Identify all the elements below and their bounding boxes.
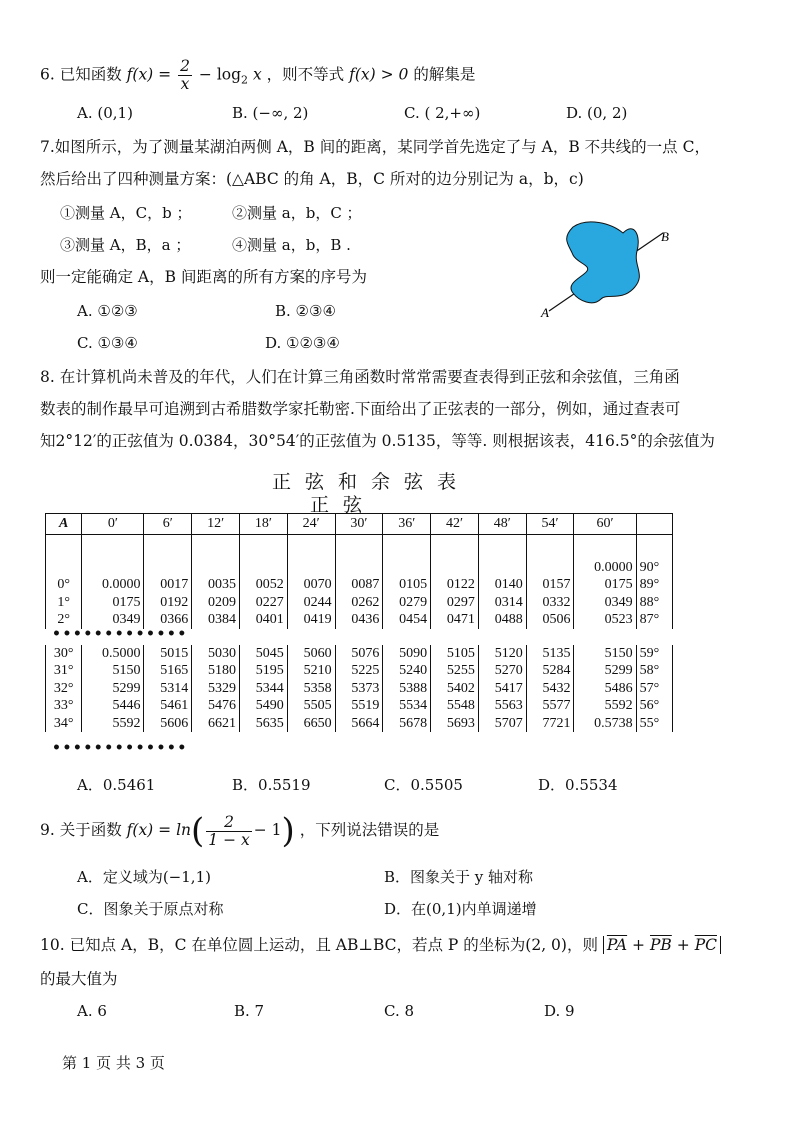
table-header-cell: 12′: [192, 514, 240, 535]
table-header-cell: 48′: [478, 514, 526, 535]
table-cell: 0.0000 0175 0349: [82, 535, 144, 629]
q6-fraction: $\frac{2}{x}$: [180, 57, 190, 93]
table-cell: 5076 5225 5373 5519 5664: [335, 645, 383, 733]
table-header-cell: 60′: [574, 514, 636, 535]
table-header-cell: 6′: [144, 514, 192, 535]
table-header-cell: 36′: [383, 514, 431, 535]
page-footer: 第 1 页 共 3 页: [62, 1054, 165, 1072]
q10-line1: 10. 已知点 A，B，C 在单位圆上运动，且 AB⊥BC，若点 P 的坐标为(2, 0)，则 $\overline{PA} + \overline{PB} + \overline{PC}$: [40, 934, 721, 956]
table-cell: 0017 0192 0366: [144, 535, 192, 629]
table-cell: 0052 0227 0401: [240, 535, 288, 629]
table-cell: 5045 5195 5344 5490 5635: [240, 645, 288, 733]
table-cell: 59° 58° 57° 56° 55°: [636, 645, 672, 733]
q10-option-c: C. 8: [384, 1002, 415, 1020]
table-header-cell: 0′: [82, 514, 144, 535]
table-cell: 0105 0279 0454: [383, 535, 431, 629]
table-header-cell: 54′: [526, 514, 574, 535]
table-cell: 0122 0297 0471: [431, 535, 479, 629]
q7-plan-2: ②测量 a，b，C ；: [232, 204, 362, 222]
table-cell: 30° 31° 32° 33° 34°: [46, 645, 82, 733]
table-row: [46, 535, 673, 629]
table-cell: 5135 5284 5432 5577 7721: [526, 645, 574, 733]
table-cell: 90° 89° 88° 87°: [636, 535, 672, 629]
q10-line2: 的最大值为: [40, 970, 118, 988]
table-cell: 5120 5270 5417 5563 5707: [478, 645, 526, 733]
table-cell: 5150 5299 5486 5592 0.5738: [574, 645, 636, 733]
table-header-cell: 42′: [431, 514, 479, 535]
q8-line3: 知2°12′的正弦值为 0.0384，30°54′的正弦值为 0.5135，等等. 则根据该表，416.5°的余弦值为: [40, 432, 715, 450]
q8-line2: 数表的制作最早可追溯到古希腊数学家托勒密.下面给出了正弦表的一部分，例如，通过查表可: [40, 400, 681, 418]
table-header-cell: 30′: [335, 514, 383, 535]
q9-fraction: $\frac{2}{1 - x}$: [208, 812, 250, 849]
table-cell: 0070 0244 0419: [287, 535, 335, 629]
continuation-dots: •••••••••••••: [52, 626, 188, 642]
label-b: B: [661, 229, 669, 244]
table-cell: 5015 5165 5314 5461 5606: [144, 645, 192, 733]
q8-line1: 8. 在计算机尚未普及的年代，人们在计算三角函数时常常需要查表得到正弦和余弦值，三角函: [40, 368, 680, 386]
continuation-dots: •••••••••••••: [52, 740, 188, 756]
table-cell: 0.5000 5150 5299 5446 5592: [82, 645, 144, 733]
lake-shape: [567, 222, 640, 303]
q10-option-a: A. 6: [77, 1002, 107, 1020]
q7-option-d: D. ①②③④: [265, 334, 340, 352]
q7-plan-1: ①测量 A，C，b ；: [60, 204, 192, 222]
vector-sum-norm: $\overline{PA} + \overline{PB} + \overline{PC}$: [603, 936, 721, 954]
q8-option-d: D．0.5534: [538, 776, 618, 794]
q10-option-b: B. 7: [234, 1002, 265, 1020]
q9-option-b: B．图象关于 y 轴对称: [384, 868, 534, 886]
table-header-cell: 18′: [240, 514, 288, 535]
table-header-cell: 24′: [287, 514, 335, 535]
table-header-cell: [636, 514, 672, 535]
table-title: 正弦和余弦表: [272, 471, 471, 493]
table-row: [46, 645, 673, 733]
q9-option-d: D．在(0,1)内单调递增: [384, 900, 537, 918]
q7-line2: 然后给出了四种测量方案：(△ABC 的角 A，B，C 所对的边分别记为 a，b，c): [40, 170, 584, 188]
table-cell: 0140 0314 0488: [478, 535, 526, 629]
table-cell: 5030 5180 5329 5476 6621: [192, 645, 240, 733]
q7-plan-4: ④测量 a，b，B .: [232, 236, 351, 254]
table-cell: 5090 5240 5388 5534 5678: [383, 645, 431, 733]
label-a: A: [541, 305, 549, 320]
q6-option-a: A. (0,1): [77, 104, 133, 122]
q9-option-a: A．定义域为(−1,1): [77, 868, 211, 886]
lake-figure: [535, 215, 685, 325]
q6-option-b: B. (−∞, 2): [232, 104, 309, 122]
table-subtitle: 正弦: [310, 494, 377, 516]
q7-option-a: A. ①②③: [77, 302, 138, 320]
table-cell: 0035 0209 0384: [192, 535, 240, 629]
sine-table: [45, 513, 673, 732]
q7-plan-3: ③测量 A，B，a ；: [60, 236, 191, 254]
q7-line5: 则一定能确定 A，B 间距离的所有方案的序号为: [40, 268, 367, 286]
q9-option-c: C．图象关于原点对称: [77, 900, 224, 918]
q7-line1: 7.如图所示，为了测量某湖泊两侧 A，B 间的距离，某同学首先选定了与 A，B 不共线的一点 C，: [40, 138, 710, 156]
q10-option-d: D. 9: [544, 1002, 575, 1020]
q7-option-b: B. ②③④: [275, 302, 336, 320]
q6-stem: 6. 已知函数 f(x) = $\frac{2}{x}$ − $\log_2 x$ ，则不等式 f(x) > 0 的解集是: [40, 57, 476, 93]
q8-option-b: B．0.5519: [232, 776, 311, 794]
table-header-row: [46, 514, 673, 535]
q8-option-c: C．0.5505: [384, 776, 463, 794]
q7-option-c: C. ①③④: [77, 334, 138, 352]
q8-option-a: A．0.5461: [77, 776, 156, 794]
table-cell: 0157 0332 0506: [526, 535, 574, 629]
table-cell: 0.0000 0175 0349 0523: [574, 535, 636, 629]
q9-stem: 9. 关于函数 f(x) = ln( $\frac{2}{1 - x}$ − 1) ，下列说法错误的是: [40, 811, 440, 851]
table-cell: 0° 1° 2°: [46, 535, 82, 629]
table-cell: 0087 0262 0436: [335, 535, 383, 629]
table-header-cell: A: [46, 514, 82, 535]
table-cell: 5060 5210 5358 5505 6650: [287, 645, 335, 733]
table-cell: 5105 5255 5402 5548 5693: [431, 645, 479, 733]
q6-option-c: C. ( 2,+∞): [404, 104, 481, 122]
q6-option-d: D. (0, 2): [566, 104, 628, 122]
